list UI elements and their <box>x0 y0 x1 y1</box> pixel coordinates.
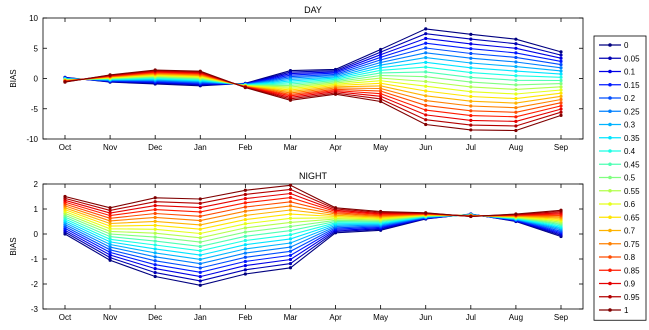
night-series-point <box>154 212 157 215</box>
night-series-point <box>244 256 247 259</box>
day-series-point <box>469 76 472 79</box>
night-series-point <box>289 184 292 187</box>
day-series-point <box>469 33 472 36</box>
legend-swatch-marker <box>608 136 612 140</box>
night-series-point <box>244 205 247 208</box>
legend-swatch-marker <box>608 56 612 60</box>
day-series-point <box>379 100 382 103</box>
night-series-point <box>199 253 202 256</box>
night-xtick-label: Mar <box>283 313 298 322</box>
night-series-point <box>244 218 247 221</box>
night-series-point <box>154 263 157 266</box>
day-series-point <box>559 57 562 60</box>
day-xtick-label: Nov <box>102 143 118 152</box>
night-series-point <box>289 221 292 224</box>
legend-swatch-marker <box>608 162 612 166</box>
day-series-point <box>424 109 427 112</box>
legend-swatch-marker <box>608 43 612 47</box>
day-series-point <box>424 70 427 73</box>
legend-label: 0.95 <box>624 292 640 302</box>
night-series-point <box>199 219 202 222</box>
night-ytick-label: -1 <box>30 255 38 264</box>
legend-swatch-marker <box>608 176 612 180</box>
legend-label: 0.2 <box>624 94 636 103</box>
night-series-point <box>199 262 202 265</box>
day-series-point <box>514 60 517 63</box>
day-series-point <box>424 123 427 126</box>
night-series-point <box>199 275 202 278</box>
night-series-point <box>244 222 247 225</box>
day-series-point <box>514 88 517 91</box>
legend-swatch-marker <box>608 255 612 259</box>
day-series-point <box>514 42 517 45</box>
day-xtick-label: Dec <box>148 143 163 152</box>
day-xtick-label: Mar <box>283 143 298 152</box>
night-ytick-label: 0 <box>33 230 38 239</box>
night-series-point <box>154 255 157 258</box>
night-series-point <box>199 249 202 252</box>
night-xtick-label: Aug <box>508 313 524 322</box>
day-series-point <box>424 99 427 102</box>
day-series-point <box>514 79 517 82</box>
night-series-point <box>154 247 157 250</box>
night-series-point <box>244 239 247 242</box>
night-series-point <box>424 211 427 214</box>
night-series-point <box>154 196 157 199</box>
day-series-point <box>424 113 427 116</box>
legend-swatch-marker <box>608 268 612 272</box>
legend-label: 0.05 <box>624 54 640 64</box>
day-xtick-label: May <box>373 143 389 152</box>
night-series-point <box>244 189 247 192</box>
night-series-point <box>199 206 202 209</box>
night-series-point <box>244 243 247 246</box>
day-series-point <box>559 50 562 53</box>
day-series-point <box>469 42 472 45</box>
night-series-point <box>199 258 202 261</box>
night-ytick-label: 2 <box>33 180 38 189</box>
night-xtick-label: Jan <box>193 313 207 322</box>
night-series-point <box>154 208 157 211</box>
day-series-point <box>469 104 472 107</box>
night-series-point <box>154 243 157 246</box>
day-series-point <box>424 75 427 78</box>
night-xtick-label: Jul <box>465 313 476 322</box>
night-series-point <box>289 229 292 232</box>
night-series-point <box>154 232 157 235</box>
day-series-point <box>559 60 562 63</box>
day-series-point <box>424 32 427 35</box>
night-series-point <box>154 228 157 231</box>
night-series-point <box>514 212 517 215</box>
day-series-point <box>514 70 517 73</box>
night-series-point <box>289 208 292 211</box>
legend-swatch-marker <box>608 96 612 100</box>
legend-label: 0.85 <box>624 266 640 276</box>
night-series-point <box>289 233 292 236</box>
day-series-point <box>559 88 562 91</box>
night-title: NIGHT <box>299 171 327 181</box>
legend-label: 0.1 <box>624 67 636 77</box>
day-series-point <box>514 51 517 54</box>
day-series-point <box>469 119 472 122</box>
day-series-point <box>559 111 562 114</box>
night-series-point <box>289 266 292 269</box>
legend-swatch-marker <box>608 189 612 193</box>
day-xtick-label: Aug <box>508 143 524 152</box>
night-series-point <box>289 262 292 265</box>
day-series-point <box>469 100 472 103</box>
legend-swatch-marker <box>608 229 612 233</box>
night-series-point <box>244 247 247 250</box>
day-series-point <box>559 107 562 110</box>
day-series-point <box>469 114 472 117</box>
day-series-point <box>108 73 111 76</box>
day-series-point <box>469 66 472 69</box>
legend-swatch-marker <box>608 202 612 206</box>
day-xtick-label: Jul <box>465 143 476 152</box>
legend-label: 0.15 <box>624 80 640 90</box>
legend-swatch-marker <box>608 282 612 286</box>
day-series-point <box>424 46 427 49</box>
night-series-point <box>108 206 111 209</box>
legend-swatch-marker <box>608 308 612 312</box>
night-series-point <box>244 201 247 204</box>
night-series-point <box>244 268 247 271</box>
day-series-point <box>424 104 427 107</box>
day-xtick-label: Oct <box>58 143 72 152</box>
night-series-point <box>154 267 157 270</box>
day-series-point <box>244 86 247 89</box>
day-series-point <box>514 120 517 123</box>
day-series-point <box>469 52 472 55</box>
night-series-point <box>154 239 157 242</box>
night-series-point <box>199 236 202 239</box>
night-series-point <box>154 204 157 207</box>
day-series-point <box>559 101 562 104</box>
night-series-point <box>199 284 202 287</box>
night-series-point <box>244 214 247 217</box>
night-series-point <box>289 204 292 207</box>
night-series-point <box>289 196 292 199</box>
night-series-point <box>244 197 247 200</box>
night-series-point <box>289 258 292 261</box>
legend-label: 0.5 <box>624 173 636 183</box>
night-series-point <box>289 225 292 228</box>
day-series-point <box>424 27 427 30</box>
day-series-point <box>469 95 472 98</box>
night-series-point <box>63 195 66 198</box>
night-panel <box>9 171 583 322</box>
night-series-point <box>199 279 202 282</box>
day-title: DAY <box>304 5 322 15</box>
day-series-point <box>424 42 427 45</box>
night-series-point <box>289 241 292 244</box>
legend-label: 0.6 <box>624 200 636 209</box>
night-series-point <box>154 259 157 262</box>
night-series-point <box>154 236 157 239</box>
day-series-point <box>514 65 517 68</box>
night-xtick-label: Sep <box>553 313 569 322</box>
day-series-point <box>424 56 427 59</box>
legend-swatch-marker <box>608 149 612 153</box>
night-series-point <box>199 223 202 226</box>
night-series-point <box>154 200 157 203</box>
night-series-point <box>289 188 292 191</box>
night-ytick-label: 1 <box>33 205 38 214</box>
day-series-point <box>559 92 562 95</box>
legend-label: 1 <box>624 306 629 315</box>
day-series-point <box>469 47 472 50</box>
legend-swatch-marker <box>608 70 612 74</box>
night-ytick-label: -3 <box>30 305 38 314</box>
night-series-point <box>199 232 202 235</box>
night-series-point <box>154 220 157 223</box>
day-series-point <box>514 106 517 109</box>
day-ylabel: BIAS <box>9 69 18 88</box>
night-series-point <box>244 193 247 196</box>
legend <box>594 36 646 320</box>
night-xtick-label: Dec <box>148 313 163 322</box>
day-series-point <box>424 61 427 64</box>
day-series-point <box>424 118 427 121</box>
night-xtick-label: Oct <box>58 313 72 322</box>
legend-label: 0.75 <box>624 239 640 249</box>
day-series-point <box>424 80 427 83</box>
day-series-point <box>514 83 517 86</box>
day-series-point <box>559 53 562 56</box>
day-series-point <box>469 61 472 64</box>
night-series-point <box>289 246 292 249</box>
legend-label: 0.45 <box>624 160 640 170</box>
night-series-point <box>469 215 472 218</box>
night-series-point <box>199 271 202 274</box>
day-ytick-label: -5 <box>30 104 38 114</box>
day-ytick-label: -10 <box>26 135 38 144</box>
night-series-point <box>244 226 247 229</box>
day-panel <box>9 5 583 152</box>
night-series-point <box>154 216 157 219</box>
legend-label: 0.65 <box>624 213 640 223</box>
legend-swatch-marker <box>608 123 612 127</box>
night-series-point <box>154 275 157 278</box>
day-series-point <box>514 129 517 132</box>
day-series-point <box>559 73 562 76</box>
day-series-point <box>469 57 472 60</box>
night-series-point <box>289 250 292 253</box>
day-series-point <box>424 85 427 88</box>
night-series-point <box>199 202 202 205</box>
day-series-point <box>559 69 562 72</box>
day-series-point <box>559 104 562 107</box>
legend-label: 0.9 <box>624 279 636 289</box>
legend-swatch-marker <box>608 109 612 113</box>
night-series-point <box>289 237 292 240</box>
day-xtick-label: Jun <box>419 143 433 152</box>
legend-swatch-marker <box>608 242 612 246</box>
night-series-point <box>199 215 202 218</box>
day-ytick-label: 5 <box>33 44 38 54</box>
night-series-point <box>559 209 562 212</box>
day-series-point <box>559 95 562 98</box>
day-series-point <box>63 81 66 84</box>
night-series-point <box>199 266 202 269</box>
day-series-point <box>424 37 427 40</box>
night-series-point <box>244 272 247 275</box>
legend-swatch-marker <box>608 83 612 87</box>
day-series-point <box>514 102 517 105</box>
day-series-point <box>154 68 157 71</box>
night-series-point <box>289 254 292 257</box>
night-ylabel: BIAS <box>9 237 18 256</box>
day-series-point <box>469 38 472 41</box>
day-xtick-label: Jan <box>193 143 207 152</box>
day-series-point <box>559 63 562 66</box>
legend-label: 0.25 <box>624 107 640 117</box>
day-series-point <box>559 85 562 88</box>
day-series-point <box>514 97 517 100</box>
day-series-point <box>469 71 472 74</box>
night-series-point <box>154 271 157 274</box>
day-series-point <box>469 124 472 127</box>
legend-label: 0.35 <box>624 133 640 143</box>
day-series-point <box>334 93 337 96</box>
night-xtick-label: Jun <box>419 313 433 322</box>
day-series-point <box>469 90 472 93</box>
day-series-point <box>424 66 427 69</box>
night-series-point <box>244 264 247 267</box>
day-series-point <box>514 56 517 59</box>
day-series-point <box>514 92 517 95</box>
legend-label: 0.7 <box>624 226 636 236</box>
night-series-point <box>244 235 247 238</box>
night-series-point <box>154 224 157 227</box>
day-series-point <box>514 115 517 118</box>
day-series-point <box>514 38 517 41</box>
night-series-point <box>334 206 337 209</box>
day-series-point <box>199 70 202 73</box>
day-series-point <box>424 89 427 92</box>
day-series-point <box>424 94 427 97</box>
day-xtick-label: Feb <box>238 143 253 152</box>
night-series-point <box>244 210 247 213</box>
day-series-point <box>559 114 562 117</box>
legend-label: 0 <box>624 41 629 50</box>
day-series-point <box>289 99 292 102</box>
legend-swatch-marker <box>608 215 612 219</box>
day-xtick-label: Apr <box>329 143 342 152</box>
day-series-point <box>514 111 517 114</box>
night-series-point <box>154 251 157 254</box>
day-series-point <box>424 51 427 54</box>
legend-label: 0.55 <box>624 186 640 196</box>
day-series-point <box>559 79 562 82</box>
night-series-point <box>289 213 292 216</box>
day-series-point <box>469 81 472 84</box>
day-series-point <box>469 128 472 131</box>
night-axes-frame <box>43 184 583 309</box>
night-series-point <box>199 228 202 231</box>
night-series-point <box>244 251 247 254</box>
day-ytick-label: 0 <box>33 74 38 84</box>
night-series-point <box>379 210 382 213</box>
day-xtick-label: Sep <box>553 143 569 152</box>
legend-label: 0.3 <box>624 120 636 130</box>
day-series-point <box>514 47 517 50</box>
night-xtick-label: Nov <box>102 313 118 322</box>
day-series-point <box>514 124 517 127</box>
day-series-point <box>559 66 562 69</box>
night-series-point <box>199 210 202 213</box>
legend-swatch-marker <box>608 295 612 299</box>
night-ytick-label: -2 <box>30 280 38 289</box>
night-series-point <box>244 260 247 263</box>
legend-label: 0.8 <box>624 253 636 262</box>
day-series-point <box>469 109 472 112</box>
night-series-point <box>244 231 247 234</box>
night-series-point <box>199 197 202 200</box>
night-xtick-label: Apr <box>329 313 342 322</box>
night-xtick-label: May <box>373 313 389 322</box>
day-series-point <box>559 76 562 79</box>
night-series-point <box>199 241 202 244</box>
day-ytick-label: 10 <box>29 14 38 23</box>
day-series-point <box>559 82 562 85</box>
legend-label: 0.4 <box>624 147 636 156</box>
night-series-point <box>199 245 202 248</box>
day-series-point <box>559 98 562 101</box>
night-series-point <box>289 200 292 203</box>
night-series-point <box>289 217 292 220</box>
day-series-point <box>469 85 472 88</box>
night-xtick-label: Feb <box>238 313 253 322</box>
night-series-point <box>289 192 292 195</box>
day-series-point <box>514 74 517 77</box>
